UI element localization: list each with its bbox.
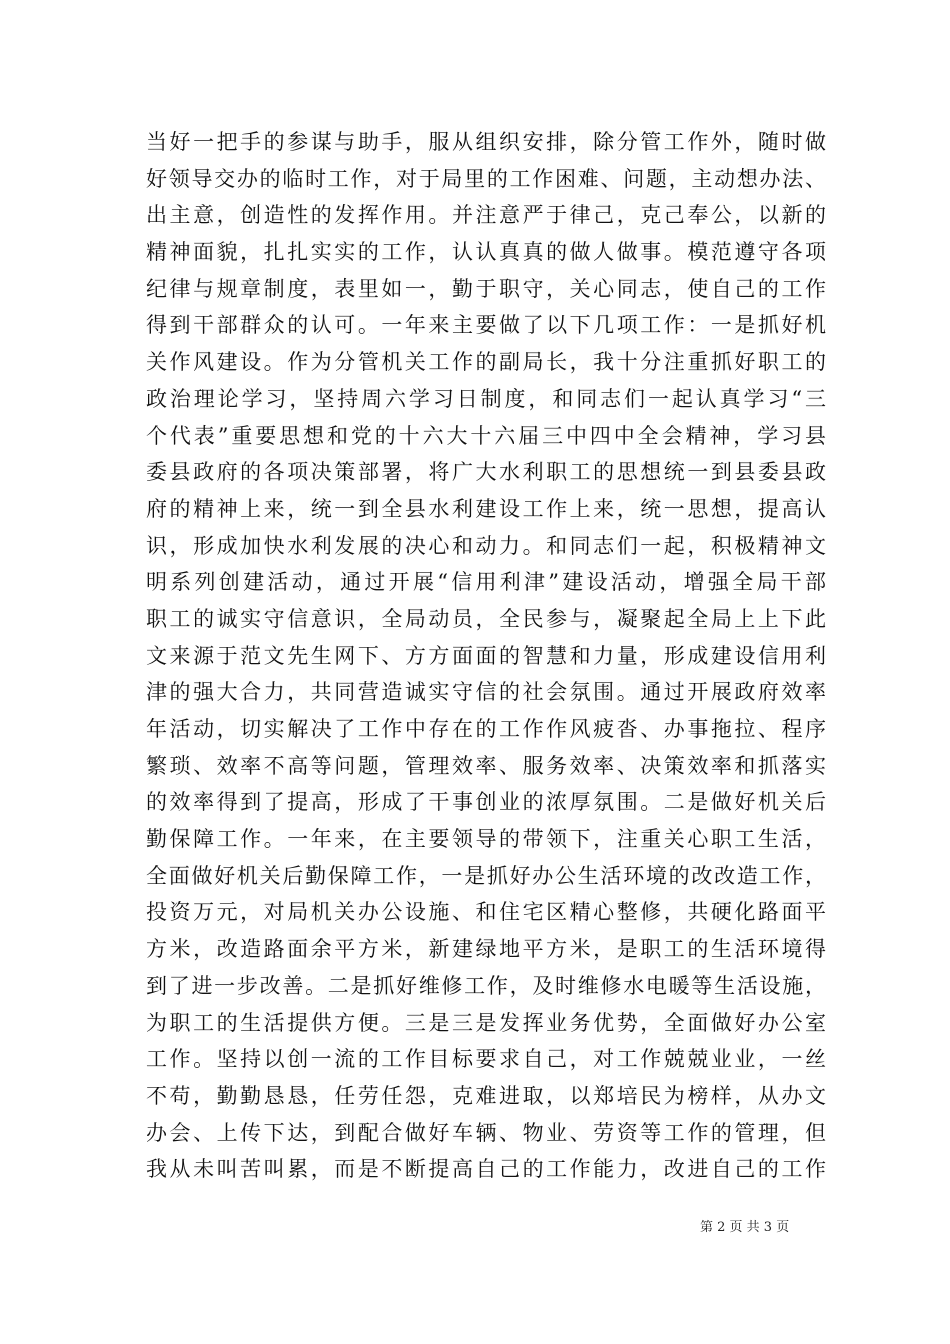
text-line: 工作。坚持以创一流的工作目标要求自己，对工作兢兢业业，一丝 bbox=[146, 1047, 826, 1072]
text-line: 当好一把手的参谋与助手，服从组织安排，除分管工作外，随时做 bbox=[146, 130, 826, 154]
text-line: 年活动，切实解决了工作中存在的工作作风疲沓、办事拖拉、程序 bbox=[146, 717, 826, 741]
text-line: 为职工的生活提供方便。三是三是发挥业务优势，全面做好办公室 bbox=[146, 1010, 826, 1035]
text-line: 出主意，创造性的发挥作用。并注意严于律己，克己奉公，以新的 bbox=[146, 203, 826, 228]
text-line: 得到干部群众的认可。一年来主要做了以下几项工作：一是抓好机 bbox=[146, 313, 826, 338]
text-line: 全面做好机关后勤保障工作，一是抓好办公生活环境的改改造工作， bbox=[146, 863, 826, 888]
text-line: 我从未叫苦叫累，而是不断提高自己的工作能力，改进自己的工作 bbox=[146, 1157, 826, 1182]
text-line: 职工的诚实守信意识，全局动员，全民参与，凝聚起全局上上下此 bbox=[146, 606, 826, 631]
text-line: 明系列创建活动，通过开展“信用利津”建设活动，增强全局干部 bbox=[146, 570, 826, 595]
text-line: 到了进一步改善。二是抓好维修工作，及时维修水电暖等生活设施， bbox=[146, 973, 826, 998]
text-line: 个代表”重要思想和党的十六大十六届三中四中全会精神，学习县 bbox=[146, 423, 826, 448]
text-line: 政治理论学习，坚持周六学习日制度，和同志们一起认真学习“三 bbox=[146, 386, 826, 411]
text-line: 的效率得到了提高，形成了干事创业的浓厚氛围。二是做好机关后 bbox=[146, 790, 826, 815]
text-line: 投资万元，对局机关办公设施、和住宅区精心整修，共硬化路面平 bbox=[146, 900, 826, 925]
text-line: 委县政府的各项决策部署，将广大水利职工的思想统一到县委县政 bbox=[146, 460, 826, 485]
text-line: 办会、上传下达，到配合做好车辆、物业、劳资等工作的管理，但 bbox=[146, 1120, 826, 1145]
text-line: 方米，改造路面余平方米，新建绿地平方米，是职工的生活环境得 bbox=[146, 937, 826, 962]
text-line: 好领导交办的临时工作，对于局里的工作困难、问题，主动想办法、 bbox=[146, 166, 826, 191]
text-line: 文来源于范文先生网下、方方面面的智慧和力量，形成建设信用利 bbox=[146, 643, 826, 668]
body-text bbox=[146, 124, 826, 1188]
text-line: 勤保障工作。一年来，在主要领导的带领下，注重关心职工生活， bbox=[146, 827, 826, 852]
text-line: 精神面貌，扎扎实实的工作，认认真真的做人做事。模范遵守各项 bbox=[146, 240, 826, 265]
text-line: 不苟，勤勤恳恳，任劳任怨，克难进取，以郑培民为榜样，从办文 bbox=[146, 1083, 826, 1108]
text-line: 纪律与规章制度，表里如一，勤于职守，关心同志，使自己的工作 bbox=[146, 276, 826, 301]
text-line: 识，形成加快水利发展的决心和动力。和同志们一起，积极精神文 bbox=[146, 533, 826, 558]
text-line: 关作风建设。作为分管机关工作的副局长，我十分注重抓好职工的 bbox=[146, 350, 826, 375]
page-number-footer: 第 2 页 共 3 页 bbox=[700, 1220, 790, 1235]
text-line: 津的强大合力，共同营造诚实守信的社会氛围。通过开展政府效率 bbox=[146, 680, 826, 705]
text-line: 府的精神上来，统一到全县水利建设工作上来，统一思想，提高认 bbox=[146, 496, 826, 521]
text-line: 繁琐、效率不高等问题，管理效率、服务效率、决策效率和抓落实 bbox=[146, 753, 826, 778]
